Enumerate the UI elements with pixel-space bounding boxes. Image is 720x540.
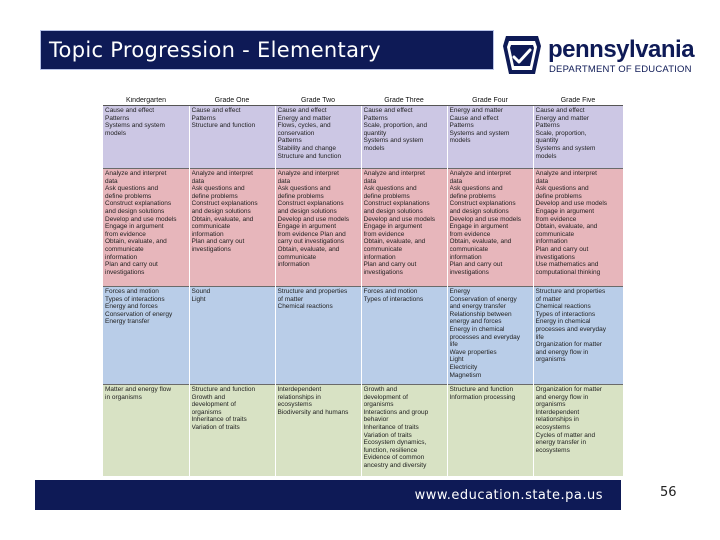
topic-cell: [447, 385, 533, 477]
topic-item: Cycles of matter and: [535, 431, 596, 439]
topic-item: communicate: [191, 223, 231, 231]
topic-item: quantity: [363, 129, 387, 137]
topic-item: data: [535, 177, 549, 185]
topic-item: Cause and effect: [191, 107, 241, 114]
page-number: 56: [660, 485, 677, 500]
topic-item: Organization for matter: [535, 386, 602, 393]
topic-item: information: [535, 238, 568, 246]
topic-item: energy transfer in: [535, 439, 587, 447]
topic-item: data: [191, 177, 205, 185]
topic-cell: [447, 287, 533, 385]
topic-item: Engage in argument: [277, 223, 337, 231]
topic-item: Construct explanations: [363, 200, 430, 208]
topic-cell: [275, 385, 361, 477]
topic-item: data: [277, 177, 291, 185]
topic-cell: [189, 169, 275, 287]
topic-item: define problems: [363, 192, 410, 200]
topic-item: function, resilience: [363, 446, 418, 454]
topic-cell: [103, 287, 189, 385]
topic-item: data: [363, 177, 377, 185]
pde-logo: [500, 30, 695, 82]
topic-item: organisms: [363, 401, 394, 409]
topic-item: models: [363, 144, 385, 152]
logo-subtitle: DEPARTMENT OF EDUCATION: [549, 64, 692, 75]
topic-item: Construct explanations: [449, 200, 516, 208]
topic-item: Interdependent: [535, 408, 580, 416]
topic-item: define problems: [191, 192, 238, 200]
topic-item: ecosystems: [535, 423, 570, 431]
topic-item: Construct explanations: [191, 200, 258, 208]
topic-item: Growth and: [363, 386, 398, 393]
topic-item: organisms: [535, 356, 566, 364]
slide-title-bar: [40, 30, 494, 70]
topic-item: Energy transfer: [105, 318, 150, 326]
topic-item: Engage in argument: [449, 223, 509, 231]
topic-item: information: [363, 253, 396, 261]
topic-cell: [533, 106, 623, 169]
topic-item: Light: [449, 356, 464, 364]
topic-item: Structure and function: [191, 386, 256, 393]
topic-item: Obtain, evaluate, and: [535, 223, 598, 231]
topic-item: define problems: [277, 192, 324, 200]
topic-item: Develop and use models: [277, 215, 350, 223]
slide-title: Topic Progression - Elementary: [49, 38, 381, 62]
topic-item: Plan and carry out: [363, 261, 417, 269]
topic-item: Obtain, evaluate, and: [191, 215, 254, 223]
topic-item: Structure and function: [277, 152, 342, 160]
topic-item: investigations: [105, 268, 145, 276]
topic-item: and energy transfer: [449, 303, 506, 311]
topic-item: Construct explanations: [277, 200, 344, 208]
topic-item: Develop and use models: [535, 200, 608, 208]
topic-item: define problems: [105, 192, 152, 200]
topic-item: carry out investigations: [277, 238, 344, 246]
topic-item: Construct explanations: [105, 200, 172, 208]
topic-item: Inheritance of traits: [191, 416, 247, 424]
topic-item: communicate: [105, 245, 144, 253]
topic-item: and design solutions: [277, 207, 337, 215]
topic-item: Engage in argument: [363, 223, 423, 231]
topic-cell: [361, 106, 447, 169]
topic-item: Ask questions and: [449, 185, 503, 193]
topic-item: organisms: [191, 408, 222, 416]
next-slide-arrow-icon[interactable]: >: [600, 484, 612, 500]
grade-column-header: Grade One: [189, 97, 275, 106]
topic-item: Cause and effect: [277, 107, 327, 114]
topic-item: investigations: [535, 253, 575, 261]
topic-item: Plan and carry out: [191, 238, 245, 246]
topic-item: Biodiversity and humans: [277, 408, 349, 416]
topic-item: Forces and motion: [105, 288, 159, 295]
topic-item: Conservation of energy: [105, 310, 173, 318]
topic-item: communicate: [277, 253, 317, 261]
topic-item: Ask questions and: [363, 185, 417, 193]
topic-item: Variation of traits: [191, 423, 240, 431]
topic-cell: [447, 169, 533, 287]
topic-item: Matter and energy flow: [105, 386, 172, 393]
topic-item: Interactions and group: [363, 408, 429, 416]
topic-item: Conservation of energy: [449, 295, 517, 303]
topic-item: Cause and effect: [363, 107, 413, 114]
keystone-logo-icon: [500, 33, 544, 77]
topic-item: Patterns: [363, 114, 388, 122]
footer-url[interactable]: www.education.state.pa.us: [414, 488, 603, 503]
topic-item: Chemical reactions: [277, 303, 333, 311]
topic-item: Plan and carry out: [105, 261, 158, 269]
topic-band-row: [103, 287, 623, 385]
topic-item: communicate: [535, 230, 575, 238]
topic-item: energy and forces: [449, 318, 502, 326]
topic-item: Inheritance of traits: [363, 423, 419, 431]
topic-item: and design solutions: [363, 207, 423, 215]
topic-item: Flows, cycles, and: [277, 122, 331, 130]
topic-item: Patterns: [277, 137, 302, 145]
topic-item: Structure and function: [191, 122, 256, 130]
topic-cell: [361, 287, 447, 385]
topic-item: processes and everyday: [535, 325, 606, 333]
topic-item: Patterns: [105, 114, 130, 122]
topic-item: from evidence: [363, 230, 405, 238]
topic-item: Scale, proportion, and: [363, 122, 428, 130]
topic-cell: [275, 287, 361, 385]
topic-band-row: [103, 169, 623, 287]
topic-item: Information processing: [449, 393, 516, 401]
topic-item: Energy and matter: [449, 107, 503, 114]
topic-item: from evidence Plan and: [277, 230, 346, 238]
topic-item: Forces and motion: [363, 288, 418, 295]
topic-item: Obtain, evaluate, and: [363, 238, 426, 246]
topic-item: relationships in: [535, 416, 579, 424]
topic-cell: [447, 106, 533, 169]
topic-item: Systems and system: [449, 129, 510, 137]
topic-band-row: [103, 385, 623, 477]
topic-item: Wave properties: [449, 348, 497, 356]
topic-item: Cause and effect: [449, 114, 499, 122]
topic-item: development of: [363, 393, 408, 401]
topic-item: Obtain, evaluate, and: [105, 238, 167, 246]
topic-item: data: [105, 177, 118, 185]
topic-item: Energy and forces: [105, 303, 158, 311]
topic-item: Scale, proportion,: [535, 129, 587, 137]
topic-item: and design solutions: [105, 207, 165, 215]
topic-item: investigations: [363, 268, 403, 276]
topic-item: Analyze and interpret: [363, 170, 425, 177]
topic-item: Analyze and interpret: [449, 170, 511, 177]
topic-item: Ask questions and: [277, 185, 331, 193]
topic-item: and energy flow in: [535, 393, 589, 401]
topic-item: Energy: [449, 288, 471, 295]
topic-item: Engage in argument: [105, 223, 164, 231]
topic-item: information: [449, 253, 482, 261]
grade-table: [103, 97, 623, 476]
topic-cell: [533, 287, 623, 385]
topic-item: Chemical reactions: [535, 303, 591, 311]
topic-item: Develop and use models: [449, 215, 522, 223]
topic-item: Structure and properties: [535, 288, 606, 295]
topic-item: from evidence: [449, 230, 491, 238]
topic-item: Energy and matter: [535, 114, 589, 122]
topic-item: and design solutions: [449, 207, 509, 215]
topic-item: Patterns: [535, 122, 560, 130]
topic-item: computational thinking: [535, 268, 601, 276]
topic-item: models: [535, 152, 557, 160]
topic-cell: [533, 169, 623, 287]
topic-item: from evidence: [105, 230, 146, 238]
topic-item: of matter: [535, 295, 562, 303]
grade-column-header: Grade Five: [533, 97, 623, 106]
topic-item: information: [277, 261, 310, 269]
topic-item: Types of interactions: [535, 310, 596, 318]
topic-item: Cause and effect: [535, 107, 585, 114]
logo-name: pennsylvania: [548, 36, 695, 63]
topic-item: investigations: [449, 268, 489, 276]
topic-item: Energy in chemical: [449, 325, 505, 333]
topic-cell: [275, 106, 361, 169]
topic-cell: [361, 385, 447, 477]
topic-item: and energy flow in: [535, 348, 589, 356]
topic-item: Stability and change: [277, 144, 337, 152]
topic-item: Analyze and interpret: [191, 170, 253, 177]
topic-item: Variation of traits: [363, 431, 412, 439]
topic-cell: [361, 169, 447, 287]
topic-cell: [189, 287, 275, 385]
topic-item: Energy in chemical: [535, 318, 591, 326]
topic-item: investigations: [191, 245, 231, 253]
topic-item: Ask questions and: [105, 185, 159, 193]
topic-item: development of: [191, 401, 236, 409]
topic-cell: [103, 169, 189, 287]
topic-band-row: [103, 106, 623, 169]
topic-item: communicate: [449, 245, 489, 253]
topic-item: life: [449, 341, 458, 349]
grade-column-header: Grade Three: [361, 97, 447, 106]
topic-item: define problems: [535, 192, 582, 200]
topic-item: ancestry and diversity: [363, 461, 427, 469]
topic-item: ecosystems: [277, 401, 312, 409]
topic-item: Patterns: [191, 114, 216, 122]
topic-item: conservation: [277, 129, 315, 137]
topic-item: information: [105, 253, 138, 261]
topic-item: from evidence: [535, 215, 577, 223]
grade-header-row: [103, 97, 623, 106]
topic-item: relationships in: [277, 393, 321, 401]
topic-item: and design solutions: [191, 207, 251, 215]
topic-item: Ask questions and: [191, 185, 245, 193]
topic-item: Obtain, evaluate, and: [449, 238, 512, 246]
topic-item: communicate: [363, 245, 403, 253]
topic-item: Structure and function: [449, 386, 514, 393]
topic-item: ecosystems: [535, 446, 570, 454]
topic-item: Cause and effect: [105, 107, 155, 114]
topic-item: Growth and: [191, 393, 226, 401]
topic-progression-table: [103, 97, 623, 468]
topic-item: behavior: [363, 416, 389, 424]
topic-item: Sound: [191, 288, 211, 295]
topic-item: Energy and matter: [277, 114, 331, 122]
topic-item: models: [105, 129, 126, 137]
topic-item: Patterns: [449, 122, 474, 130]
topic-item: quantity: [535, 137, 559, 145]
topic-item: Evidence of common: [363, 454, 425, 462]
topic-item: Develop and use models: [363, 215, 436, 223]
topic-item: Systems and system: [535, 144, 596, 152]
topic-item: Electricity: [449, 363, 478, 371]
topic-item: Analyze and interpret: [105, 170, 167, 177]
topic-item: data: [449, 177, 463, 185]
topic-item: Plan and carry out: [449, 261, 503, 269]
topic-item: Obtain, evaluate, and: [277, 245, 340, 253]
topic-item: Analyze and interpret: [277, 170, 339, 177]
topic-cell: [189, 106, 275, 169]
topic-item: Plan and carry out: [535, 245, 589, 253]
topic-item: processes and everyday: [449, 333, 520, 341]
topic-item: Develop and use models: [105, 215, 177, 223]
footer-bar: [35, 480, 621, 510]
topic-cell: [103, 385, 189, 477]
topic-item: information: [191, 230, 224, 238]
topic-item: Interdependent: [277, 386, 322, 393]
topic-item: Magnetism: [449, 371, 482, 379]
topic-item: life: [535, 333, 544, 341]
topic-item: Use mathematics and: [535, 261, 599, 269]
topic-item: Ask questions and: [535, 185, 589, 193]
topic-cell: [103, 106, 189, 169]
topic-item: Types of interactions: [105, 295, 165, 303]
grade-column-header: Kindergarten: [103, 97, 189, 106]
topic-item: in organisms: [105, 393, 142, 401]
topic-item: Types of interactions: [363, 295, 424, 303]
topic-item: Engage in argument: [535, 207, 595, 215]
topic-item: Systems and system: [105, 122, 165, 130]
topic-item: Ecosystem dynamics,: [363, 439, 427, 447]
grade-column-header: Grade Two: [275, 97, 361, 106]
topic-item: Organization for matter: [535, 341, 602, 349]
grade-column-header: Grade Four: [447, 97, 533, 106]
topic-item: Analyze and interpret: [535, 170, 597, 177]
topic-item: models: [449, 137, 471, 145]
topic-item: organisms: [535, 401, 566, 409]
topic-cell: [533, 385, 623, 477]
topic-item: Relationship between: [449, 310, 512, 318]
topic-item: Structure and properties: [277, 288, 348, 295]
topic-item: Systems and system: [363, 137, 424, 145]
topic-item: of matter: [277, 295, 304, 303]
topic-cell: [189, 385, 275, 477]
topic-item: define problems: [449, 192, 496, 200]
topic-cell: [275, 169, 361, 287]
topic-item: Light: [191, 295, 206, 303]
